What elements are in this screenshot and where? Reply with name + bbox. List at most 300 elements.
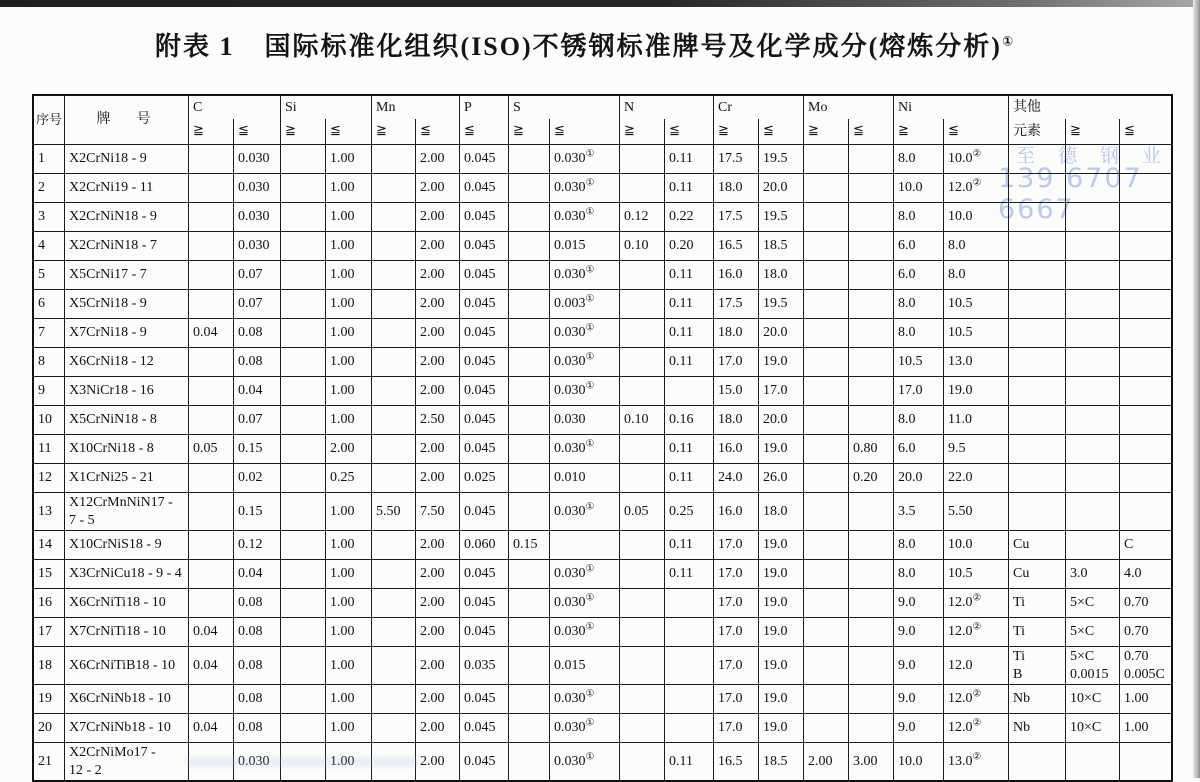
- n-min: [620, 743, 665, 782]
- mo-min: [804, 589, 849, 618]
- si-max: 1.00: [326, 647, 372, 685]
- cr-min: 17.0: [714, 714, 759, 743]
- seq: 5: [33, 261, 65, 290]
- s-min: [509, 377, 550, 406]
- p-max-header: ≦: [460, 119, 509, 145]
- cr-max: 20.0: [759, 174, 804, 203]
- c-max: 0.15: [234, 435, 281, 464]
- other-element: [1009, 174, 1066, 203]
- other-element: Ti: [1009, 589, 1066, 618]
- other-min: [1066, 406, 1120, 435]
- mo-max: [849, 232, 894, 261]
- mn-min: [372, 174, 416, 203]
- ni-min-header: ≧: [894, 119, 944, 145]
- other-max: 1.00: [1120, 685, 1172, 714]
- n-min: [620, 464, 665, 493]
- ni-min: 8.0: [894, 531, 944, 560]
- p-max: 0.045: [460, 618, 509, 647]
- table-row: [33, 261, 1172, 290]
- mn-max: 2.00: [416, 618, 460, 647]
- si-max: 2.00: [326, 435, 372, 464]
- s-max: 0.030①: [550, 174, 620, 203]
- si-min: [281, 531, 326, 560]
- cr-min: 17.5: [714, 290, 759, 319]
- s-min: [509, 589, 550, 618]
- cr-min: 17.0: [714, 348, 759, 377]
- mn-max: 2.00: [416, 348, 460, 377]
- n-min: [620, 377, 665, 406]
- ni-max: 10.5: [944, 560, 1009, 589]
- other-max: 0.70: [1120, 589, 1172, 618]
- table-row: [33, 232, 1172, 261]
- s-max: 0.030①: [550, 145, 620, 174]
- ni-min: 10.5: [894, 348, 944, 377]
- cr-min: 16.0: [714, 493, 759, 531]
- c-max: 0.08: [234, 319, 281, 348]
- mo-min: [804, 714, 849, 743]
- mn-min: [372, 618, 416, 647]
- ni-min: 9.0: [894, 685, 944, 714]
- other-max: [1120, 348, 1172, 377]
- mo-min: [804, 531, 849, 560]
- mo-max: [849, 531, 894, 560]
- mo-min: [804, 174, 849, 203]
- c-min: [189, 261, 234, 290]
- cr-min: 16.0: [714, 435, 759, 464]
- mn-min: [372, 685, 416, 714]
- s-min: 0.15: [509, 531, 550, 560]
- other-min: 10×C: [1066, 714, 1120, 743]
- mo-max: [849, 319, 894, 348]
- mo-max: [849, 618, 894, 647]
- table-body: [33, 145, 1172, 782]
- mo-min: [804, 618, 849, 647]
- si-max: 1.00: [326, 290, 372, 319]
- s-max: 0.015: [550, 647, 620, 685]
- mn-min: [372, 589, 416, 618]
- si-max: 1.00: [326, 560, 372, 589]
- mn-max: 2.00: [416, 714, 460, 743]
- seq: 2: [33, 174, 65, 203]
- mn-max-header: ≦: [416, 119, 460, 145]
- c-min: [189, 493, 234, 531]
- cr-max: 19.0: [759, 589, 804, 618]
- si-max: 1.00: [326, 589, 372, 618]
- c-min: 0.04: [189, 618, 234, 647]
- si-max: 1.00: [326, 319, 372, 348]
- mo-min: [804, 435, 849, 464]
- col-header-grade: 牌 号: [65, 95, 189, 145]
- p-max: 0.045: [460, 203, 509, 232]
- table-row: [33, 493, 1172, 531]
- si-max: 1.00: [326, 493, 372, 531]
- n-max: [665, 589, 714, 618]
- ni-min: 8.0: [894, 406, 944, 435]
- s-max: 0.030①: [550, 348, 620, 377]
- other-min: [1066, 319, 1120, 348]
- other-min: 3.0: [1066, 560, 1120, 589]
- mo-max-header: ≦: [849, 119, 894, 145]
- watermark-company: 至德钢业: [1016, 145, 1185, 167]
- other-element: [1009, 377, 1066, 406]
- c-max: 0.08: [234, 714, 281, 743]
- c-max: 0.030: [234, 743, 281, 782]
- s-max: 0.030①: [550, 589, 620, 618]
- n-min: 0.12: [620, 203, 665, 232]
- si-min: [281, 618, 326, 647]
- s-min: [509, 319, 550, 348]
- c-max: 0.02: [234, 464, 281, 493]
- mo-max: [849, 145, 894, 174]
- s-min: [509, 618, 550, 647]
- mo-min: [804, 377, 849, 406]
- cr-max: 19.5: [759, 203, 804, 232]
- table-row: [33, 647, 1172, 685]
- mn-min-header: ≧: [372, 119, 416, 145]
- ni-min: 6.0: [894, 261, 944, 290]
- p-max: 0.045: [460, 290, 509, 319]
- other-element-header: 元素: [1009, 119, 1066, 145]
- ni-max: 12.0②: [944, 589, 1009, 618]
- other-max: [1120, 261, 1172, 290]
- p-max: 0.045: [460, 174, 509, 203]
- p-max: 0.045: [460, 685, 509, 714]
- p-max: 0.045: [460, 261, 509, 290]
- mo-min: [804, 290, 849, 319]
- ni-min: 9.0: [894, 589, 944, 618]
- n-max: [665, 714, 714, 743]
- mn-min: [372, 714, 416, 743]
- other-max: [1120, 493, 1172, 531]
- ni-max: 12.0②: [944, 685, 1009, 714]
- page-title: [0, 26, 1170, 63]
- grade: X10CrNiS18 - 9: [65, 531, 189, 560]
- c-min: [189, 589, 234, 618]
- other-element: [1009, 290, 1066, 319]
- n-max: 0.11: [665, 464, 714, 493]
- cr-min: 17.0: [714, 531, 759, 560]
- si-min: [281, 464, 326, 493]
- si-min: [281, 319, 326, 348]
- table-row: [33, 348, 1172, 377]
- other-max: 1.00: [1120, 714, 1172, 743]
- mo-max: 0.20: [849, 464, 894, 493]
- mo-min: [804, 232, 849, 261]
- n-min: [620, 560, 665, 589]
- ni-max: 10.0: [944, 203, 1009, 232]
- chemical-composition-table: [32, 94, 1173, 782]
- s-min: [509, 493, 550, 531]
- table-row: [33, 406, 1172, 435]
- si-max-header: ≦: [326, 119, 372, 145]
- mo-min: [804, 261, 849, 290]
- mo-max: [849, 406, 894, 435]
- n-min: [620, 685, 665, 714]
- s-max: [550, 531, 620, 560]
- c-max: 0.12: [234, 531, 281, 560]
- cr-min: 17.5: [714, 145, 759, 174]
- c-max: 0.04: [234, 377, 281, 406]
- other-element: [1009, 232, 1066, 261]
- col-header-c: C: [189, 95, 281, 119]
- other-element: [1009, 406, 1066, 435]
- other-element: [1009, 145, 1066, 174]
- mn-max: 2.00: [416, 560, 460, 589]
- mn-min: [372, 560, 416, 589]
- p-max: 0.025: [460, 464, 509, 493]
- mo-max: [849, 174, 894, 203]
- other-min: 5×C 0.0015: [1066, 647, 1120, 685]
- cr-max-header: ≦: [759, 119, 804, 145]
- n-min: [620, 145, 665, 174]
- seq: 10: [33, 406, 65, 435]
- c-min: [189, 145, 234, 174]
- other-min: 10×C: [1066, 685, 1120, 714]
- title-prefix: 附表 1: [155, 32, 235, 61]
- other-max: [1120, 464, 1172, 493]
- n-max: 0.11: [665, 743, 714, 782]
- si-max: 1.00: [326, 174, 372, 203]
- cr-max: 20.0: [759, 319, 804, 348]
- mn-min: [372, 348, 416, 377]
- ni-max: 12.0: [944, 647, 1009, 685]
- si-max: 1.00: [326, 377, 372, 406]
- mn-max: 2.00: [416, 145, 460, 174]
- other-min: [1066, 232, 1120, 261]
- cr-min: 17.0: [714, 647, 759, 685]
- si-min: [281, 261, 326, 290]
- table-row: [33, 464, 1172, 493]
- col-header-si: Si: [281, 95, 372, 119]
- n-max: 0.25: [665, 493, 714, 531]
- c-min-header: ≧: [189, 119, 234, 145]
- grade: X6CrNiTi18 - 10: [65, 589, 189, 618]
- mn-min: [372, 232, 416, 261]
- grade: X3CrNiCu18 - 9 - 4: [65, 560, 189, 589]
- mn-max: 2.00: [416, 435, 460, 464]
- si-max: 0.25: [326, 464, 372, 493]
- other-max: 0.70 0.005C: [1120, 647, 1172, 685]
- n-max: [665, 685, 714, 714]
- mn-min: 5.50: [372, 493, 416, 531]
- si-max: 1.00: [326, 618, 372, 647]
- other-min: [1066, 145, 1120, 174]
- seq: 3: [33, 203, 65, 232]
- n-max: 0.22: [665, 203, 714, 232]
- grade: X5CrNi18 - 9: [65, 290, 189, 319]
- cr-max: 19.0: [759, 647, 804, 685]
- other-min: [1066, 743, 1120, 782]
- n-min: 0.05: [620, 493, 665, 531]
- cr-min: 17.5: [714, 203, 759, 232]
- other-element: [1009, 319, 1066, 348]
- scan-smudge: [185, 757, 420, 767]
- si-min: [281, 348, 326, 377]
- cr-min: 17.0: [714, 685, 759, 714]
- mo-max: [849, 377, 894, 406]
- ni-max: 10.0: [944, 531, 1009, 560]
- s-min: [509, 145, 550, 174]
- s-max: 0.030①: [550, 743, 620, 782]
- s-min: [509, 464, 550, 493]
- ni-min: 10.0: [894, 743, 944, 782]
- mn-max: 2.00: [416, 203, 460, 232]
- cr-max: 19.0: [759, 560, 804, 589]
- other-element: [1009, 464, 1066, 493]
- n-min: [620, 647, 665, 685]
- c-max: 0.030: [234, 145, 281, 174]
- n-max: [665, 377, 714, 406]
- mn-min: [372, 290, 416, 319]
- cr-max: 19.5: [759, 145, 804, 174]
- seq: 8: [33, 348, 65, 377]
- seq: 15: [33, 560, 65, 589]
- grade: X7CrNiTi18 - 10: [65, 618, 189, 647]
- p-max: 0.045: [460, 232, 509, 261]
- seq: 19: [33, 685, 65, 714]
- p-max: 0.045: [460, 406, 509, 435]
- other-min: 5×C: [1066, 589, 1120, 618]
- ni-max: 10.0②: [944, 145, 1009, 174]
- mo-min-header: ≧: [804, 119, 849, 145]
- s-max: 0.030①: [550, 203, 620, 232]
- s-max: 0.015: [550, 232, 620, 261]
- mo-min: [804, 319, 849, 348]
- other-element: [1009, 261, 1066, 290]
- mn-max: 2.00: [416, 531, 460, 560]
- mn-max: 2.00: [416, 743, 460, 782]
- ni-max: 10.5: [944, 319, 1009, 348]
- seq: 6: [33, 290, 65, 319]
- table-row: [33, 560, 1172, 589]
- cr-max: 18.0: [759, 261, 804, 290]
- n-max: 0.11: [665, 290, 714, 319]
- other-min: [1066, 348, 1120, 377]
- other-element: Ti: [1009, 618, 1066, 647]
- grade: X6CrNi18 - 12: [65, 348, 189, 377]
- col-header-seq: 序号: [33, 95, 65, 145]
- mo-max: [849, 348, 894, 377]
- mo-min: [804, 406, 849, 435]
- other-min: [1066, 203, 1120, 232]
- table-row: [33, 618, 1172, 647]
- p-max: 0.045: [460, 560, 509, 589]
- other-min: [1066, 290, 1120, 319]
- c-min: 0.04: [189, 319, 234, 348]
- s-min: [509, 647, 550, 685]
- mn-min: [372, 145, 416, 174]
- n-min: [620, 531, 665, 560]
- seq: 20: [33, 714, 65, 743]
- cr-min: 16.0: [714, 261, 759, 290]
- col-header-s: S: [509, 95, 620, 119]
- n-min: [620, 435, 665, 464]
- si-max: 1.00: [326, 531, 372, 560]
- watermark-phone: 139 6707 6667: [998, 163, 1143, 225]
- other-max-header: ≦: [1120, 119, 1172, 145]
- mn-min: [372, 464, 416, 493]
- n-min: [620, 348, 665, 377]
- grade: X2CrNiMo17 - 12 - 2: [65, 743, 189, 782]
- p-max: 0.045: [460, 714, 509, 743]
- si-min: [281, 377, 326, 406]
- ni-min: 8.0: [894, 560, 944, 589]
- other-element: [1009, 435, 1066, 464]
- c-min: [189, 406, 234, 435]
- n-max: 0.11: [665, 348, 714, 377]
- si-max: 1.00: [326, 714, 372, 743]
- ni-max: 9.5: [944, 435, 1009, 464]
- table-row: [33, 685, 1172, 714]
- n-max-header: ≦: [665, 119, 714, 145]
- n-max: 0.11: [665, 319, 714, 348]
- c-min: [189, 377, 234, 406]
- p-max: 0.045: [460, 348, 509, 377]
- mo-min: [804, 685, 849, 714]
- ni-min: 8.0: [894, 203, 944, 232]
- cr-max: 18.5: [759, 743, 804, 782]
- s-max: 0.030①: [550, 493, 620, 531]
- si-min: [281, 145, 326, 174]
- other-min: [1066, 435, 1120, 464]
- ni-min: 9.0: [894, 714, 944, 743]
- cr-min: 17.0: [714, 618, 759, 647]
- p-max: 0.045: [460, 145, 509, 174]
- other-element: [1009, 203, 1066, 232]
- p-max: 0.035: [460, 647, 509, 685]
- ni-min: 17.0: [894, 377, 944, 406]
- mo-min: [804, 464, 849, 493]
- ni-max: 5.50: [944, 493, 1009, 531]
- ni-max: 13.0: [944, 348, 1009, 377]
- ni-min: 3.5: [894, 493, 944, 531]
- n-max: 0.20: [665, 232, 714, 261]
- s-min: [509, 743, 550, 782]
- other-max: [1120, 743, 1172, 782]
- n-max: 0.11: [665, 435, 714, 464]
- cr-min: 15.0: [714, 377, 759, 406]
- cr-min: 17.0: [714, 589, 759, 618]
- c-max: 0.07: [234, 406, 281, 435]
- s-min-header: ≧: [509, 119, 550, 145]
- cr-min: 18.0: [714, 319, 759, 348]
- n-max: 0.11: [665, 174, 714, 203]
- n-min: [620, 261, 665, 290]
- mo-max: 3.00: [849, 743, 894, 782]
- grade: X2CrNi18 - 9: [65, 145, 189, 174]
- seq: 9: [33, 377, 65, 406]
- mo-max: [849, 493, 894, 531]
- seq: 14: [33, 531, 65, 560]
- grade: X6CrNiTiB18 - 10: [65, 647, 189, 685]
- cr-min: 24.0: [714, 464, 759, 493]
- c-min: [189, 290, 234, 319]
- c-max-header: ≦: [234, 119, 281, 145]
- si-min: [281, 714, 326, 743]
- s-max-header: ≦: [550, 119, 620, 145]
- seq: 12: [33, 464, 65, 493]
- cr-min: 16.5: [714, 743, 759, 782]
- s-min: [509, 203, 550, 232]
- n-min: 0.10: [620, 406, 665, 435]
- seq: 16: [33, 589, 65, 618]
- n-max: 0.11: [665, 531, 714, 560]
- si-min: [281, 232, 326, 261]
- p-max: 0.045: [460, 319, 509, 348]
- cr-max: 20.0: [759, 406, 804, 435]
- col-header-other: 其他: [1009, 95, 1172, 119]
- n-max: 0.16: [665, 406, 714, 435]
